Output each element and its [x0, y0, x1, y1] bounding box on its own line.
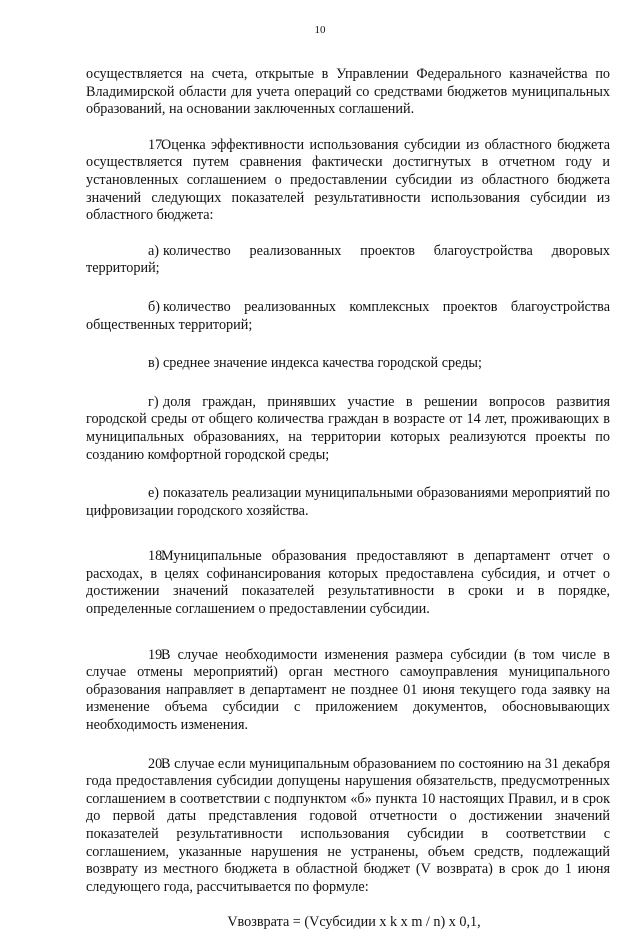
paragraph-number: 18.	[148, 548, 166, 565]
paragraph-17-b	[86, 299, 610, 334]
paragraph-17-g	[86, 394, 610, 464]
paragraph-text: количество реализованных проектов благоустройства дворовых территорий;	[86, 242, 610, 277]
paragraph-number: а)	[148, 242, 160, 259]
document-body	[86, 66, 610, 932]
paragraph-20	[86, 756, 610, 897]
paragraph-number: в)	[148, 355, 160, 372]
paragraph-text: доля граждан, принявших участие в решении вопросов развития городской среды от общего количества граждан в возрасте от 14 лет, проживающих в муниципальных образованиях, на территории которых реализуются проекты по созданию комфортной городской среды;	[86, 393, 610, 463]
paragraph-text: В случае необходимости изменения размера субсидии (в том числе в случае отмены мероприятий) орган местного самоуправления муниципального образования направляет в департамент не позднее 01 июня текущего года заявку на изменение объема субсидии с приложением документов, обосновывающих необходимость изменения.	[86, 646, 610, 734]
paragraph-17	[86, 137, 610, 225]
paragraph-number: г)	[148, 393, 159, 410]
paragraph-18	[86, 548, 610, 618]
paragraph-number: е)	[148, 485, 160, 502]
paragraph-19	[86, 647, 610, 735]
paragraph-text: количество реализованных комплексных проектов благоустройства общественных территорий;	[86, 298, 610, 333]
paragraph-number: 17.	[148, 136, 166, 153]
paragraph-17-e	[86, 485, 610, 520]
paragraph-text: осуществляется на счета, открытые в Управлении Федерального казначейства по Владимирской области для учета операций со средствами бюджетов муниципальных образований, на основании заключенных соглашений.	[86, 66, 610, 118]
paragraph-number: 20.	[148, 755, 166, 772]
paragraph-text: среднее значение индекса качества городской среды;	[163, 355, 482, 372]
paragraph-17-a	[86, 243, 610, 278]
page-number: 10	[314, 24, 326, 36]
paragraph-text: показатель реализации муниципальными образованиями мероприятий по цифровизации городского хозяйства.	[86, 485, 610, 519]
paragraph-17-v	[86, 355, 610, 373]
formula: Vвозврата = (Vсубсидии x k x m / n) x 0,1,	[227, 914, 481, 931]
paragraph-text: Оценка эффективности использования субсидии из областного бюджета осуществляется путем сравнения фактически достигнутых в отчетном году и установленных соглашением о предоставлении субсидии из областного бюджета значений следующих показателей результативности использования субсидии из областного бюджета:	[86, 136, 610, 224]
paragraph-text: Муниципальные образования предоставляют в департамент отчет о расходах, в целях софинансирования которых предоставлена субсидия, и отчет о достижении значений показателей результативности в сроки и в порядке, определенные соглашением о предоставлении субсидии.	[86, 548, 610, 618]
paragraph-continuation	[86, 66, 610, 119]
paragraph-number: 19.	[148, 646, 166, 663]
paragraph-number: б)	[148, 298, 160, 315]
paragraph-text: В случае если муниципальным образованием по состоянию на 31 декабря года предоставления субсидии допущены нарушения обязательств, предусмотренных соглашением в соответствии с подпунктом «б» пункта 10 настоящих Правил, и в срок до первой даты представления годовой отчетности о достижении значений показателей результативности использования субсидии в соответствии с соглашением, указанные нарушения не устранены, объем средств, подлежащий возврату из местного бюджета в областной бюджет (V возврата) в срок до 1 июня следующего года, рассчитывается по формуле:	[86, 755, 610, 895]
